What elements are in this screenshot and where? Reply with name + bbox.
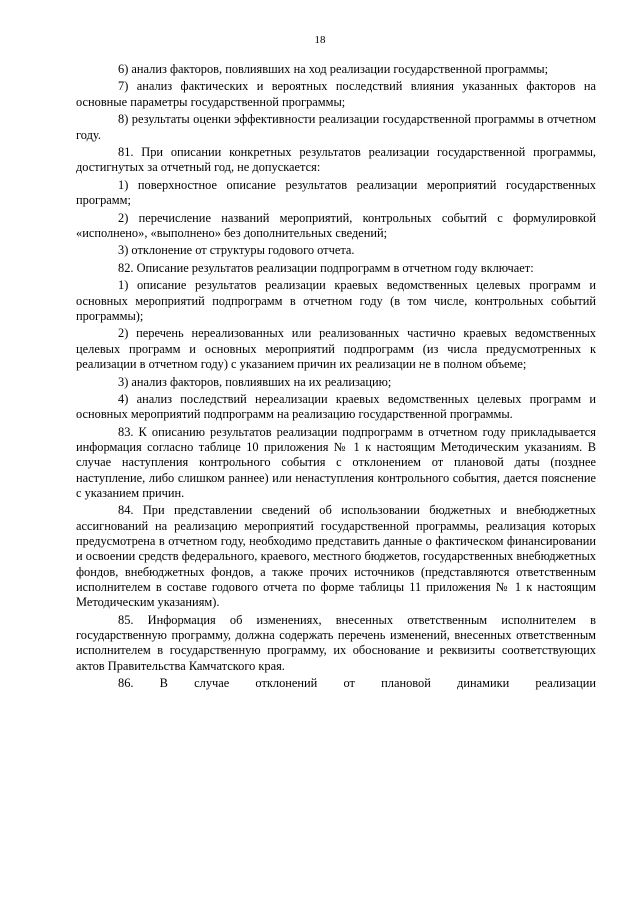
paragraph: 2) перечисление названий мероприятий, контрольных событий с формулировкой «исполнено», «выполнено» без дополнительных сведений; bbox=[76, 210, 596, 240]
paragraph: 3) анализ факторов, повлиявших на их реализацию; bbox=[118, 374, 392, 389]
paragraph: 8) результаты оценки эффективности реализации государственной программы в отчетном году. bbox=[76, 112, 596, 142]
paragraph: 83. К описанию результатов реализации подпрограмм в отчетном году прикладывается информация согласно таблице 10 приложения № 1 к настоящим Методическим указаниям. В случае наступления контрольного события с отклонением от плановой даты (позднее наступление, либо слишком раннее) или ненаступления контрольного события, дается пояснение с указанием причин. bbox=[76, 424, 596, 500]
paragraph: 86. В случае отклонений от плановой динамики реализации bbox=[118, 676, 596, 691]
paragraph: 1) описание результатов реализации краевых ведомственных целевых программ и основных мероприятий подпрограмм в отчетном году (в том числе, контрольных событий программы); bbox=[76, 278, 596, 323]
paragraph: 84. При представлении сведений об использовании бюджетных и внебюджетных ассигнований на реализацию мероприятий государственной программы, реализация которых предусмотрена в отчетном году, необходимо представить данные о фактическом финансировании и освоении средств федерального, краевого, местного бюджетов, государственных внебюджетных фондов, внебюджетных фондов, а также прочих источников (представляются ответственным исполнителем в составе годового отчета по форме таблицы 11 приложения № 1 к настоящим Методическим указаниям). bbox=[76, 503, 596, 610]
page-number: 18 bbox=[314, 34, 326, 46]
paragraph: 2) перечень нереализованных или реализованных частично краевых ведомственных целевых программ и основных мероприятий подпрограмм (из числа предусмотренных к реализации в отчетном году) с указанием причин их реализации не в полном объеме; bbox=[76, 326, 596, 372]
paragraph: 7) анализ фактических и вероятных последствий влияния указанных факторов на основные параметры государственной программы; bbox=[76, 79, 596, 109]
paragraph: 85. Информация об изменениях, внесенных ответственным исполнителем в государственную программу, должна содержать перечень изменений, внесенных ответственным исполнителем в государственную программу, их обоснование и реквизиты соответствующих актов Правительства Камчатского края. bbox=[76, 612, 596, 673]
paragraph: 6) анализ факторов, повлиявших на ход реализации государственной программы; bbox=[118, 62, 549, 76]
paragraph: 4) анализ последствий нереализации краевых ведомственных целевых программ и основных мероприятий подпрограмм на реализацию государственной программы. bbox=[76, 392, 596, 422]
document-body bbox=[76, 62, 596, 694]
paragraph: 3) отклонение от структуры годового отчета. bbox=[118, 243, 355, 258]
paragraph: 1) поверхностное описание результатов реализации мероприятий государственных программ; bbox=[76, 177, 596, 208]
paragraph: 82. Описание результатов реализации подпрограмм в отчетном году включает: bbox=[118, 260, 534, 275]
paragraph: 81. При описании конкретных результатов реализации государственной программы, достигнутых за отчетный год, не допускается: bbox=[76, 145, 596, 175]
